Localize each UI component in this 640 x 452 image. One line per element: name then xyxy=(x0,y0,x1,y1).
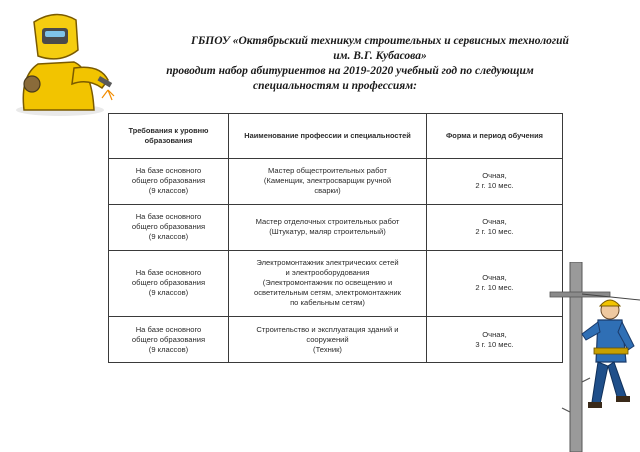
cell-line: общего образования xyxy=(131,278,206,288)
profession-cell xyxy=(229,159,427,205)
header-line-4: специальностям и профессиям: xyxy=(253,80,417,92)
cell-line: Очная, xyxy=(482,329,507,339)
cell-line: сооружений xyxy=(306,334,349,344)
cell-line: 3 г. 10 мес. xyxy=(475,339,514,349)
profession-cell xyxy=(229,204,427,250)
cell-line: На базе основного xyxy=(135,268,202,278)
form-cell xyxy=(427,250,563,317)
lineman-icon xyxy=(548,262,640,452)
admission-table xyxy=(108,113,563,363)
cell-line: Очная, xyxy=(482,273,507,283)
cell-line: по кабельным сетям) xyxy=(290,298,365,308)
cell-line: (9 классов) xyxy=(148,344,189,354)
requirement-cell xyxy=(109,317,229,363)
cell-line: Мастер отделочных строительных работ xyxy=(255,217,400,227)
cell-line: и электрооборудования xyxy=(285,268,370,278)
column-header: Требования к уровню образования xyxy=(109,114,229,159)
form-cell xyxy=(427,204,563,250)
cell-line: Мастер общестроительных работ xyxy=(268,166,387,176)
cell-line: Строительство и эксплуатация зданий и xyxy=(256,324,399,334)
cell-line: 2 г. 10 мес. xyxy=(475,227,514,237)
cell-line: общего образования xyxy=(131,334,206,344)
table-row xyxy=(109,204,563,250)
requirement-cell xyxy=(109,159,229,205)
header-line-3: проводит набор абитуриентов на 2019-2020 учебный год по следующим xyxy=(166,65,534,77)
table-row xyxy=(109,317,563,363)
page-header xyxy=(120,34,640,92)
table-row xyxy=(109,159,563,205)
cell-line: осветительным сетям, электромонтажник xyxy=(254,288,401,298)
cell-line: (Электромонтажник по освещению и xyxy=(262,278,393,288)
form-cell xyxy=(427,317,563,363)
cell-line: сварки) xyxy=(314,186,341,196)
profession-cell xyxy=(229,317,427,363)
form-cell xyxy=(427,159,563,205)
requirement-cell xyxy=(109,250,229,317)
cell-line: (Штукатур, маляр строительный) xyxy=(269,227,386,237)
column-header: Форма и период обучения xyxy=(427,114,563,159)
table-row xyxy=(109,250,563,317)
cell-line: Очная, xyxy=(482,171,507,181)
cell-line: На базе основного xyxy=(135,212,202,222)
cell-line: (Техник) xyxy=(313,344,342,354)
cell-line: (9 классов) xyxy=(148,232,189,242)
cell-line: (9 классов) xyxy=(148,186,189,196)
cell-line: Электромонтажник электрических сетей xyxy=(256,258,399,268)
table-header-row xyxy=(109,114,563,159)
cell-line: (9 классов) xyxy=(148,288,189,298)
cell-line: На базе основного xyxy=(135,324,202,334)
cell-line: 2 г. 10 мес. xyxy=(475,181,514,191)
requirement-cell xyxy=(109,204,229,250)
cell-line: Очная, xyxy=(482,217,507,227)
welder-icon xyxy=(4,6,116,118)
cell-line: На базе основного xyxy=(135,166,202,176)
cell-line: общего образования xyxy=(131,176,206,186)
cell-line: общего образования xyxy=(131,222,206,232)
column-header: Наименование профессии и специальностей xyxy=(229,114,427,159)
profession-cell xyxy=(229,250,427,317)
header-line-1: ГБПОУ «Октябрьский техникум строительных и сервисных технологий xyxy=(191,35,569,47)
cell-line: (Каменщик, электросварщик ручной xyxy=(263,176,392,186)
header-line-2: им. В.Г. Кубасова» xyxy=(333,50,427,62)
cell-line: 2 г. 10 мес. xyxy=(475,283,514,293)
